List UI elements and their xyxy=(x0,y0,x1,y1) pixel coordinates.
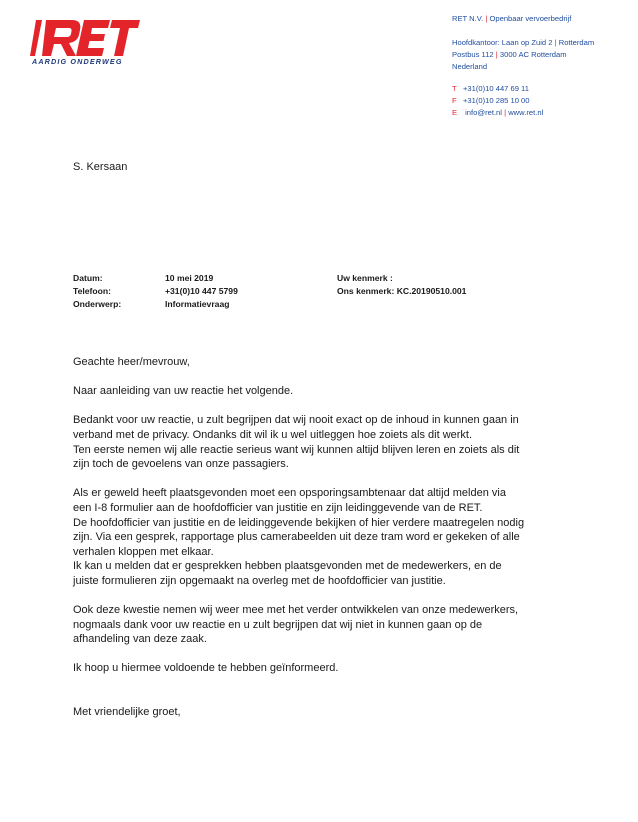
letter-meta xyxy=(73,272,466,312)
signoff: Met vriendelijke groet, xyxy=(73,706,181,719)
email-line xyxy=(452,107,632,119)
closing-note: Ik hoop u hiermee voldoende te hebben geïnformeerd. xyxy=(73,662,339,675)
text-line: Ook deze kwestie nemen wij weer mee met het verder ontwikkelen van onze medewerkers, xyxy=(73,604,519,617)
address-line-2 xyxy=(452,49,632,61)
text-line: Bedankt voor uw reactie, u zult begrijpen dat wij nooit exact op de inhoud in kunnen gaan in xyxy=(73,414,519,427)
company-name: RET N.V. xyxy=(452,14,484,23)
paragraph-2 xyxy=(73,486,573,588)
company-info xyxy=(452,13,632,119)
text-line: verband met de privacy. Ondanks dit wil ik u wel uitleggen hoe zoiets als dit werkt. xyxy=(73,428,473,441)
company-descriptor: Openbaar vervoerbedrijf xyxy=(489,14,572,23)
paragraph-1 xyxy=(73,413,573,471)
meta-row-phone xyxy=(73,285,466,298)
subject-label: Onderwerp: xyxy=(73,299,122,310)
fax-label: F xyxy=(452,96,457,105)
logo-tagline: AARDIG ONDERWEG xyxy=(32,57,123,66)
salutation: Geachte heer/mevrouw, xyxy=(73,356,190,368)
your-reference: Uw kenmerk : xyxy=(337,273,393,283)
text-line: nogmaals dank voor uw reactie en u zult begrijpen dat wij niet in kunnen gaan op de xyxy=(73,618,483,631)
text-line: De hoofdofficier van justitie en de leidinggevende bekijken of hier verdere maatregelen nodig xyxy=(73,516,525,529)
text-line: verhalen kloppen met elkaar. xyxy=(73,545,214,558)
separator: | xyxy=(504,108,507,117)
text-line: afhandeling van deze zaak. xyxy=(73,633,207,646)
address-line-1 xyxy=(452,37,632,49)
phone-line xyxy=(452,83,632,95)
letter-body xyxy=(73,355,573,720)
address-street: Hoofdkantoor: Laan op Zuid 2 xyxy=(452,38,553,47)
address-city: Rotterdam xyxy=(558,38,595,47)
company-name-line xyxy=(452,13,632,25)
date-value: 10 mei 2019 xyxy=(165,273,214,283)
address-postbus: Postbus 112 xyxy=(452,50,494,59)
text-line: Ik kan u melden dat er gesprekken hebben plaatsgevonden met de medewerkers, en de xyxy=(73,560,502,573)
text-line: een I-8 formulier aan de hoofdofficier van justitie en zijn leidinggevende van de RET. xyxy=(73,501,483,514)
text-line: zijn. Via een gesprek, rapportage plus camerabeelden uit deze tram word er gekeken of alle xyxy=(73,531,520,544)
separator: | xyxy=(485,14,488,23)
website-link[interactable]: www.ret.nl xyxy=(508,108,544,117)
email-label: E xyxy=(452,108,458,117)
fax-number: +31(0)10 285 10 00 xyxy=(463,96,530,105)
text-line: zijn toch de gevoelens van onze passagiers. xyxy=(73,458,289,471)
fax-line xyxy=(452,95,632,107)
text-line: Als er geweld heeft plaatsgevonden moet een opsporingsambtenaar dat altijd melden via xyxy=(73,487,506,500)
recipient-name: S. Kersaan xyxy=(73,161,128,173)
text-line: Ten eerste nemen wij alle reactie serieus want wij kunnen altijd blijven leren en zoiets als dit xyxy=(73,443,520,456)
our-reference: Ons kenmerk: KC.20190510.001 xyxy=(337,286,467,297)
date-label: Datum: xyxy=(73,273,103,283)
phone-meta-value: +31(0)10 447 5799 xyxy=(165,286,238,297)
phone-meta-label: Telefoon: xyxy=(73,286,112,297)
address-country: Nederland xyxy=(452,62,488,71)
paragraph-3 xyxy=(73,603,573,647)
subject-value: Informatievraag xyxy=(165,299,230,310)
email-link[interactable]: info@ret.nl xyxy=(465,108,502,117)
meta-row-date xyxy=(73,272,466,285)
address-postcode: 3000 AC Rotterdam xyxy=(499,50,567,59)
separator: | xyxy=(554,38,557,47)
phone-label: T xyxy=(452,84,457,93)
separator: | xyxy=(495,50,498,59)
ret-logo-mark-icon xyxy=(30,18,140,58)
intro-paragraph: Naar aanleiding van uw reactie het volgende. xyxy=(73,385,294,398)
phone-number: +31(0)10 447 69 11 xyxy=(463,84,529,93)
meta-row-subject xyxy=(73,298,466,311)
text-line: juiste formulieren zijn opgemaakt na overleg met de hoofdofficier van justitie. xyxy=(73,574,446,587)
